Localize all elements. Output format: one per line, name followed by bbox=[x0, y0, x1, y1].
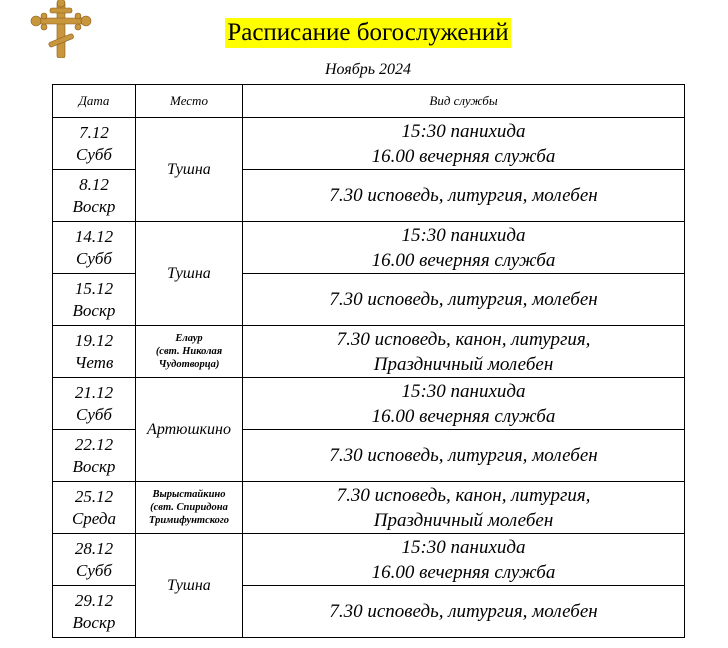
table-header-row bbox=[53, 85, 685, 118]
date-cell bbox=[53, 326, 136, 378]
date-cell bbox=[53, 378, 136, 430]
place-line: Елаур bbox=[175, 333, 203, 344]
table-row bbox=[53, 222, 685, 274]
service-line: 15:30 панихида bbox=[401, 536, 526, 558]
service-line: Праздничный молебен bbox=[373, 509, 554, 531]
service-line: 16.00 вечерняя служба bbox=[371, 249, 556, 271]
schedule-table bbox=[52, 84, 685, 638]
service-line: 16.00 вечерняя служба bbox=[371, 561, 556, 583]
weekday: Воскр bbox=[72, 612, 116, 632]
date: 7.12 bbox=[79, 122, 109, 142]
place-cell: Тушна bbox=[136, 222, 243, 326]
service-line: 7.30 исповедь, литургия, молебен bbox=[329, 185, 598, 206]
place-cell bbox=[136, 326, 243, 378]
date-cell bbox=[53, 534, 136, 586]
weekday: Субб bbox=[76, 248, 112, 268]
service-cell bbox=[243, 482, 685, 534]
service-line: 7.30 исповедь, литургия, молебен bbox=[329, 601, 598, 622]
date: 22.12 bbox=[74, 434, 114, 454]
service-line: 16.00 вечерняя служба bbox=[371, 145, 556, 167]
date: 21.12 bbox=[74, 382, 114, 402]
column-header-date: Дата bbox=[53, 85, 136, 118]
weekday: Четв bbox=[74, 352, 114, 372]
page-subtitle: Ноябрь 2024 bbox=[324, 61, 412, 78]
page-title: Расписание богослужений bbox=[227, 19, 509, 46]
date: 29.12 bbox=[74, 590, 114, 610]
date: 25.12 bbox=[74, 486, 114, 506]
date-cell bbox=[53, 170, 136, 222]
date: 19.12 bbox=[74, 330, 114, 350]
weekday: Субб bbox=[76, 404, 112, 424]
place-cell: Артюшкино bbox=[136, 378, 243, 482]
table-row bbox=[53, 534, 685, 586]
table-row bbox=[53, 378, 685, 430]
date: 14.12 bbox=[74, 226, 114, 246]
date: 8.12 bbox=[79, 174, 109, 194]
weekday: Воскр bbox=[72, 300, 116, 320]
service-cell bbox=[243, 326, 685, 378]
service-cell bbox=[243, 378, 685, 430]
place-line: (свт. Спиридона bbox=[150, 502, 228, 513]
title-wrap bbox=[0, 18, 728, 48]
service-cell bbox=[243, 586, 685, 638]
place-line: Тримифунтского bbox=[148, 515, 230, 526]
service-line: Праздничный молебен bbox=[373, 353, 554, 375]
place-line: Вырыстайкино bbox=[152, 489, 226, 500]
service-line: 7.30 исповедь, канон, литургия, bbox=[336, 328, 591, 350]
date-cell bbox=[53, 586, 136, 638]
weekday: Субб bbox=[76, 560, 112, 580]
weekday: Воскр bbox=[72, 456, 116, 476]
date-cell bbox=[53, 430, 136, 482]
service-line: 15:30 панихида bbox=[401, 224, 526, 246]
table-row bbox=[53, 326, 685, 378]
date-cell bbox=[53, 274, 136, 326]
weekday: Субб bbox=[76, 144, 112, 164]
place-cell: Тушна bbox=[136, 118, 243, 222]
weekday: Среда bbox=[71, 508, 117, 528]
date: 15.12 bbox=[74, 278, 114, 298]
weekday: Воскр bbox=[72, 196, 116, 216]
service-cell bbox=[243, 534, 685, 586]
place-line: Чудотворца) bbox=[158, 359, 220, 370]
service-cell bbox=[243, 170, 685, 222]
service-line: 15:30 панихида bbox=[401, 120, 526, 142]
place-cell: Тушна bbox=[136, 534, 243, 638]
service-cell bbox=[243, 118, 685, 170]
service-line: 16.00 вечерняя служба bbox=[371, 405, 556, 427]
place-line: (свт. Николая bbox=[155, 346, 223, 357]
date: 28.12 bbox=[74, 538, 114, 558]
column-header-place: Место bbox=[136, 85, 243, 118]
service-line: 7.30 исповедь, литургия, молебен bbox=[329, 289, 598, 310]
date-cell bbox=[53, 482, 136, 534]
table-row bbox=[53, 482, 685, 534]
service-cell bbox=[243, 222, 685, 274]
service-line: 15:30 панихида bbox=[401, 380, 526, 402]
place-cell bbox=[136, 482, 243, 534]
date-cell bbox=[53, 222, 136, 274]
table-row bbox=[53, 118, 685, 170]
service-cell bbox=[243, 274, 685, 326]
service-line: 7.30 исповедь, канон, литургия, bbox=[336, 484, 591, 506]
service-cell bbox=[243, 430, 685, 482]
date-cell bbox=[53, 118, 136, 170]
column-header-service: Вид службы bbox=[243, 85, 685, 118]
service-line: 7.30 исповедь, литургия, молебен bbox=[329, 445, 598, 466]
